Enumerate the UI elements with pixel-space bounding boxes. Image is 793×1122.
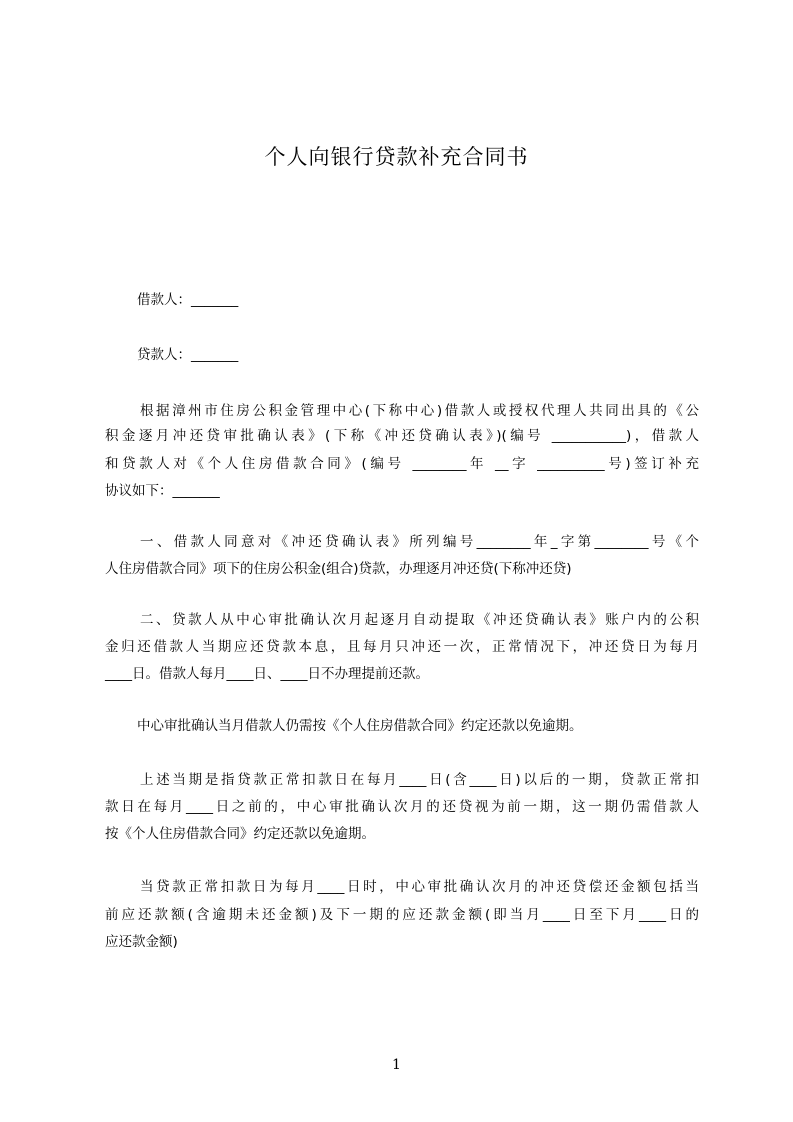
center-note: 中心审批确认当月借款人仍需按《个人住房借款合同》约定还款以免逾期。 (137, 718, 583, 734)
borrower-field: 借款人：_______ (137, 292, 239, 308)
clause-line: 人住房借款合同》项下的住房公积金(组合)贷款，办理逐月冲还贷(下称冲还贷) (105, 561, 572, 577)
deduction-line: 前应还款额(含逾期未还金额)及下一期的应还款金额(即当月____日至下月____日的 (105, 907, 699, 923)
intro-line: 根据漳州市住房公积金管理中心(下称中心)借款人或授权代理人共同出具的《公 (140, 403, 699, 419)
document-title: 个人向银行贷款补充合同书 (264, 145, 529, 169)
page-number: 1 (392, 1057, 401, 1073)
intro-line: 和贷款人对《个人住房借款合同》(编号 ________年 __字 __________号)签订补充 (105, 456, 699, 472)
intro-line: 协议如下：_______ (105, 483, 220, 499)
intro-line: 积金逐月冲还贷审批确认表》(下称《冲还贷确认表》)(编号 ___________)，借款人 (105, 428, 699, 444)
period-line: 上述当期是指贷款正常扣款日在每月____日(含____日)以后的一期，贷款正常扣 (140, 772, 699, 788)
clause-line: 二、贷款人从中心审批确认次月起逐月自动提取《冲还贷确认表》账户内的公积 (140, 612, 699, 628)
clause-line: ____日。借款人每月____日、____日不办理提前还款。 (105, 666, 429, 682)
lender-field: 贷款人：_______ (137, 347, 239, 363)
deduction-line: 当贷款正常扣款日为每月____日时，中心审批确认次月的冲还贷偿还金额包括当 (140, 879, 699, 895)
clause-line: 金归还借款人当期应还贷款本息，且每月只冲还一次，正常情况下，冲还贷日为每月 (105, 639, 699, 655)
period-line: 款日在每月____日之前的，中心审批确认次月的还贷视为前一期，这一期仍需借款人 (105, 799, 699, 815)
deduction-line: 应还款金额) (105, 934, 178, 950)
clause-line: 一、借款人同意对《冲还贷确认表》所列编号________年_字第________号《个 (140, 534, 699, 550)
period-line: 按《个人住房借款合同》约定还款以免逾期。 (105, 826, 375, 842)
